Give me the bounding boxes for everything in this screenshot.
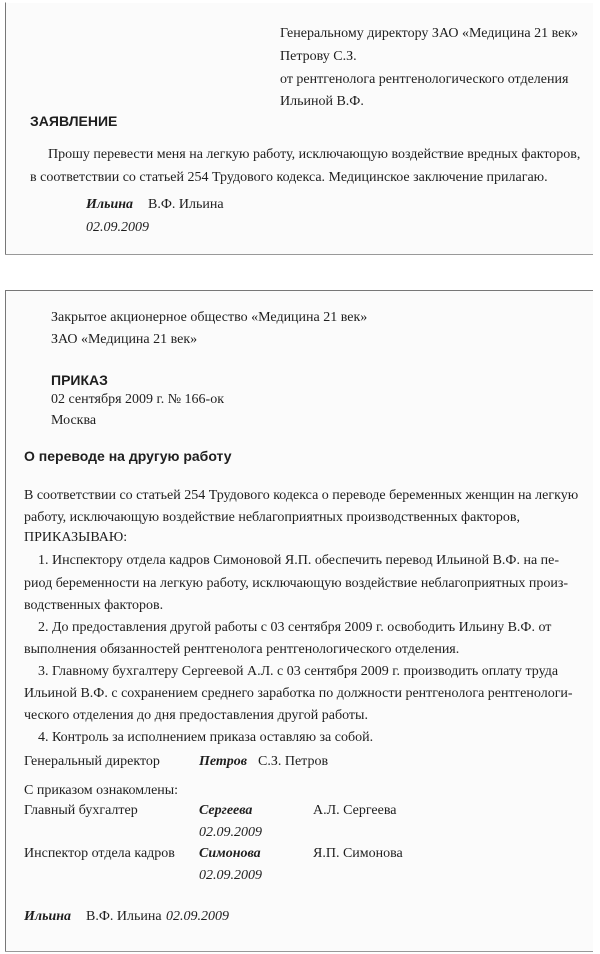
director-name: С.З. Петров: [258, 754, 329, 769]
org-full-name: Закрытое акционерное общество «Медицина 21 век»: [51, 310, 368, 325]
order-preamble-line: В соответствии со статьей 254 Трудового кодекса о переводе беременных женщин на легкую: [24, 488, 579, 503]
addressee-line: Ильиной В.Ф.: [280, 94, 364, 109]
acquainted-label: С приказом ознакомлены:: [24, 783, 179, 798]
acquainted-date: 02.09.2009: [199, 825, 262, 840]
acquainted-signature: Симонова: [199, 846, 261, 861]
statement-date: 02.09.2009: [86, 220, 149, 235]
acquainted-name: Я.П. Симонова: [313, 846, 403, 861]
applicant-name: В.Ф. Ильина: [148, 197, 224, 212]
statement-body-line: Прошу перевести меня на легкую работу, исключающую воздействие вредных факторов,: [48, 147, 581, 162]
addressee-line: Генеральному директору ЗАО «Медицина 21 век»: [280, 26, 579, 41]
order-panel: [5, 290, 593, 952]
employee-signature: Ильина: [24, 909, 72, 924]
order-item-line: выполнения обязанностей рентгенолога рентгенологического отделения.: [24, 642, 460, 657]
order-item-line: ческого отделения до дня предоставления другой работы.: [24, 708, 368, 723]
org-short-name: ЗАО «Медицина 21 век»: [51, 332, 198, 347]
order-city: Москва: [51, 413, 97, 428]
statement-panel: [5, 2, 593, 255]
order-item-line: 3. Главному бухгалтеру Сергеевой А.Л. с 03 сентября 2009 г. производить оплату труда: [38, 664, 559, 679]
order-item-line: Ильиной В.Ф. с сохранением среднего заработка по должности рентгенолога рентгенологи-: [24, 686, 573, 701]
acquainted-date: 02.09.2009: [199, 868, 262, 883]
addressee-line: Петрову С.З.: [280, 49, 357, 64]
acquainted-name: А.Л. Сергеева: [313, 803, 397, 818]
acquainted-position: Главный бухгалтер: [24, 803, 138, 818]
order-item-line: 4. Контроль за исполнением приказа оставляю за собой.: [38, 730, 374, 745]
employee-name: В.Ф. Ильина: [86, 909, 162, 924]
statement-title: ЗАЯВЛЕНИЕ: [30, 113, 118, 129]
order-preamble-line: работу, исключающую воздействие неблагоприятных производственных факторов,: [24, 510, 521, 525]
order-number-date: 02 сентября 2009 г. № 166-ок: [51, 392, 225, 407]
order-subject: О переводе на другую работу: [24, 448, 232, 464]
acquainted-signature: Сергеева: [199, 803, 253, 818]
order-item-line: водственных факторов.: [24, 598, 164, 613]
director-position: Генеральный директор: [24, 754, 160, 769]
employee-date: 02.09.2009: [166, 909, 229, 924]
order-item-line: риод беременности на легкую работу, исключающую воздействие неблагоприятных произ-: [24, 576, 569, 591]
addressee-line: от рентгенолога рентгенологического отделения: [280, 72, 569, 87]
order-command: ПРИКАЗЫВАЮ:: [24, 530, 128, 545]
director-signature: Петров: [199, 754, 248, 769]
order-item-line: 1. Инспектору отдела кадров Симоновой Я.П. обеспечить перевод Ильиной В.Ф. на пе-: [38, 553, 560, 568]
order-item-line: 2. До предоставления другой работы с 03 сентября 2009 г. освободить Ильину В.Ф. от: [38, 620, 552, 635]
acquainted-position: Инспектор отдела кадров: [24, 846, 175, 861]
order-title: ПРИКАЗ: [51, 372, 108, 388]
statement-body-line: в соответствии со статьей 254 Трудового кодекса. Медицинское заключение прилагаю.: [30, 170, 548, 185]
applicant-signature: Ильина: [86, 197, 134, 212]
